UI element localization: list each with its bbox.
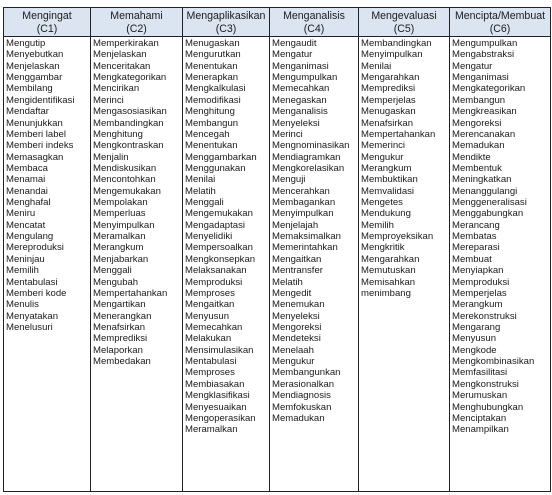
verb-item: Memadukan: [272, 412, 325, 424]
verb-item: Menyusun: [185, 310, 230, 322]
verb-item: Membandingkan: [361, 38, 432, 49]
verb-list-c2: [91, 37, 183, 492]
verb-item: Menulis: [6, 299, 39, 311]
verb-item: Merumuskan: [452, 390, 508, 402]
verb-item: Menjelajah: [272, 219, 319, 231]
verb-item: Menjelaskan: [6, 60, 60, 72]
verb-item: Memprediksi: [361, 83, 416, 95]
verb-item: Membiasakan: [185, 378, 245, 390]
verb-item: Mengarahkan: [361, 253, 420, 265]
verb-item: Memfokuskan: [272, 401, 332, 413]
verb-item: Mengarahkan: [361, 72, 420, 84]
verb-item: Meramalkan: [93, 231, 146, 243]
verb-item: Menganalisis: [272, 106, 328, 118]
column-title: Mengaplikasikan: [186, 10, 266, 22]
verb-item: Mengkategorikan: [452, 83, 526, 95]
column-title: Mencipta/Membuat: [454, 10, 546, 22]
verb-item: Mengkontraskan: [93, 140, 164, 152]
verb-item: Menyusun: [452, 333, 497, 345]
verb-item: Menugaskan: [185, 38, 240, 49]
verb-item: Merencanakan: [452, 128, 516, 140]
verb-item: Mengoreksi: [272, 321, 322, 333]
verb-item: Membangunkan: [272, 367, 341, 379]
verb-item: Mempersoalkan: [185, 242, 253, 254]
verb-item: Mempertahankan: [361, 128, 436, 140]
verb-item: Menyimpulkan: [361, 49, 423, 61]
column-code: (C3): [215, 22, 237, 35]
column-code: (C1): [36, 22, 58, 35]
verb-item: Memfasilitasi: [452, 367, 508, 379]
verb-item: Mendeteksi: [272, 333, 321, 345]
verb-item: Menyiapkan: [452, 265, 504, 277]
verb-item: Memperluas: [93, 208, 146, 220]
verb-item: Mengatur: [452, 60, 493, 72]
verb-item: Membaca: [6, 162, 48, 174]
verb-item: Merangkum: [452, 299, 503, 311]
verb-item: Mengoperasikan: [185, 412, 256, 424]
verb-item: Memproses: [185, 287, 235, 299]
verb-item: Menceritakan: [93, 60, 151, 72]
verb-item: Menjabarkan: [93, 253, 149, 265]
verb-item: Memecahkan: [185, 321, 243, 333]
verb-item: Menelaah: [272, 344, 314, 356]
verb-item: Mengoreksi: [452, 117, 502, 129]
verb-item: Mendukung: [361, 208, 411, 220]
verb-item: Meningkatkan: [452, 174, 512, 186]
verb-item: Mengklasifikasi: [185, 390, 250, 402]
verb-item: Mencatat: [6, 219, 46, 231]
verb-item: Melaporkan: [93, 344, 143, 356]
verb-item: Melatih: [185, 185, 216, 197]
verb-item: Menafsirkan: [93, 321, 145, 333]
verb-item: Menentukan: [185, 140, 238, 152]
verb-item: Merancang: [452, 219, 500, 231]
verb-item: Mengumpulkan: [452, 38, 518, 49]
verb-item: Merangkum: [361, 162, 412, 174]
verb-item: Memadukan: [452, 140, 505, 152]
verb-item: Membilang: [6, 83, 53, 95]
verb-item: Merangkum: [93, 242, 144, 254]
column-header-c3: [183, 8, 270, 37]
verb-item: Menilai: [361, 60, 392, 72]
verb-item: Mentabulasi: [185, 356, 237, 368]
verb-item: Mengaitkan: [185, 299, 235, 311]
verb-item: Mendiskusikan: [93, 162, 157, 174]
verb-item: Mengurutkan: [185, 49, 241, 61]
verb-item: Menggali: [185, 197, 224, 209]
verb-item: Memodifikasi: [185, 94, 241, 106]
verb-item: Mengartikan: [93, 299, 146, 311]
verb-list-c1: [4, 37, 91, 492]
verb-item: Menemukan: [272, 299, 325, 311]
verb-item: Menggeneralisasi: [452, 197, 527, 209]
verb-item: Merekonstruksi: [452, 310, 517, 322]
verb-item: Menafsirkan: [361, 117, 413, 129]
verb-item: Menandai: [6, 185, 48, 197]
verb-item: Menentukan: [185, 60, 238, 72]
verb-item: Mencontohkan: [93, 174, 156, 186]
verb-item: Mengasosiasikan: [93, 106, 167, 118]
verb-item: Mereproduksi: [6, 242, 64, 254]
verb-item: Menyimpulkan: [93, 219, 155, 231]
verb-item: Mengkategorikan: [93, 72, 167, 84]
verb-item: Menilai: [185, 174, 216, 186]
verb-item: Membuktikan: [361, 174, 418, 186]
verb-item: Melakukan: [185, 333, 232, 345]
verb-item: Menggambar: [6, 72, 63, 84]
verb-item: Mengaudit: [272, 38, 317, 49]
verb-item: Mengidentifikasi: [6, 94, 75, 106]
verb-item: Menggambarkan: [185, 151, 257, 163]
verb-item: Memprediksi: [93, 333, 148, 345]
verb-item: Menunjukkan: [6, 117, 63, 129]
verb-item: Menganimasi: [272, 60, 329, 72]
verb-item: Mendikte: [452, 151, 491, 163]
column-title: Menganalisis: [283, 10, 345, 22]
taxonomy-verb-table: [3, 7, 551, 492]
verb-item: Menyimpulkan: [272, 208, 334, 220]
verb-item: Mengnominasikan: [272, 140, 350, 152]
verb-item: Mengaitkan: [272, 253, 322, 265]
verb-list-c5: [359, 37, 450, 492]
verb-item: Melatih: [272, 276, 303, 288]
verb-item: menimbang: [361, 287, 411, 299]
column-header-c6: [450, 8, 551, 37]
verb-item: Memproduksi: [452, 276, 510, 288]
verb-item: Memproyeksikan: [361, 231, 434, 243]
verb-item: Memberi label: [6, 128, 66, 140]
verb-item: Membandingkan: [93, 117, 164, 129]
verb-item: Menerangkan: [93, 310, 152, 322]
verb-item: Merinci: [272, 128, 303, 140]
verb-item: Membangun: [452, 94, 506, 106]
verb-item: Mendiagramkan: [272, 151, 341, 163]
verb-item: Mengkritik: [361, 242, 405, 254]
verb-item: Mengukur: [272, 356, 315, 368]
verb-item: Mengadaptasi: [185, 219, 245, 231]
verb-item: Mengarang: [452, 321, 501, 333]
verb-item: Menjalin: [93, 151, 129, 163]
verb-item: Menguji: [272, 174, 306, 186]
verb-item: Menyeleksi: [272, 117, 320, 129]
verb-item: Memperkirakan: [93, 38, 159, 49]
verb-item: Menelusuri: [6, 321, 53, 333]
verb-item: Menganimasi: [452, 72, 509, 84]
verb-item: Menghafal: [6, 197, 51, 209]
verb-item: Mengabstraksi: [452, 49, 515, 61]
verb-item: Memberi kode: [6, 287, 67, 299]
verb-item: Mengulang: [6, 231, 54, 243]
verb-item: Memerintahkan: [272, 242, 338, 254]
verb-item: Memproduksi: [185, 276, 243, 288]
verb-item: Merinci: [93, 94, 124, 106]
verb-item: Mengkreasikan: [452, 106, 517, 118]
verb-item: Menugaskan: [361, 106, 416, 118]
verb-item: Mensimulasikan: [185, 344, 254, 356]
verb-item: Memperjelas: [452, 287, 507, 299]
verb-item: Meramalkan: [185, 424, 238, 436]
verb-item: Mengutip: [6, 38, 46, 49]
verb-item: Memaksimalkan: [272, 231, 341, 243]
verb-item: Mengetes: [361, 197, 403, 209]
verb-item: Mempertahankan: [93, 287, 168, 299]
verb-item: Menggunakan: [185, 162, 246, 174]
verb-item: Mencerahkan: [272, 185, 330, 197]
verb-item: Meninjau: [6, 253, 45, 265]
verb-item: Menerapkan: [185, 72, 239, 84]
verb-list-c3: [183, 37, 270, 492]
verb-item: Membagankan: [272, 197, 336, 209]
verb-item: Menggali: [93, 265, 132, 277]
column-title: Memahami: [110, 10, 163, 22]
verb-item: Memutuskan: [361, 265, 416, 277]
column-title: Mengingat: [22, 10, 72, 22]
verb-item: Mengedit: [272, 287, 312, 299]
verb-item: Mendiagnosis: [272, 390, 331, 402]
verb-item: Mengkombinasikan: [452, 356, 535, 368]
verb-item: Menghitung: [185, 106, 235, 118]
verb-item: Mengemukakan: [185, 208, 253, 220]
verb-item: Memisahkan: [361, 276, 416, 288]
verb-item: Merasionalkan: [272, 378, 335, 390]
verb-item: Memerinci: [361, 140, 406, 152]
verb-item: Menghitung: [93, 128, 143, 140]
verb-item: Membatas: [452, 231, 497, 243]
verb-item: Mengkode: [452, 344, 497, 356]
verb-item: Menampilkan: [452, 424, 509, 436]
verb-item: Menyelidiki: [185, 231, 233, 243]
verb-item: Menegaskan: [272, 94, 327, 106]
verb-item: Memproses: [185, 367, 235, 379]
verb-item: Mendaftar: [6, 106, 49, 118]
verb-item: Mengumpulkan: [272, 72, 338, 84]
verb-item: Mengkonsepkan: [185, 253, 256, 265]
header-row: [4, 8, 551, 37]
verb-item: Mentabulasi: [6, 276, 58, 288]
verb-item: Menyeleksi: [272, 310, 320, 322]
verb-item: Mengubah: [93, 276, 139, 288]
verb-list-c4: [270, 37, 359, 492]
verb-item: Memilih: [6, 265, 39, 277]
verb-item: Mereparasi: [452, 242, 500, 254]
verb-item: Membedakan: [93, 356, 151, 368]
column-code: (C2): [126, 22, 147, 35]
verb-item: Mengemukakan: [93, 185, 161, 197]
verb-item: Menamai: [6, 174, 46, 186]
verb-item: Mengukur: [361, 151, 404, 163]
verb-item: Mencegah: [185, 128, 230, 140]
verb-item: Membentuk: [452, 162, 502, 174]
column-title: Mengevaluasi: [371, 10, 437, 22]
verb-item: Menggabungkan: [452, 208, 524, 220]
verb-item: Memilih: [361, 219, 394, 231]
verb-item: Memasagkan: [6, 151, 64, 163]
verb-item: Memberi indeks: [6, 140, 74, 152]
verb-item: Menyesuaikan: [185, 401, 247, 413]
verb-row: [4, 37, 551, 492]
verb-item: Mempolakan: [93, 197, 148, 209]
column-header-c4: [270, 8, 359, 37]
verb-item: Memecahkan: [272, 83, 330, 95]
verb-item: Membuat: [452, 253, 492, 265]
verb-item: Memperjelas: [361, 94, 416, 106]
verb-item: Menanggulangi: [452, 185, 518, 197]
column-code: (C4): [303, 22, 325, 35]
verb-item: Menyebutkan: [6, 49, 64, 61]
verb-item: Membangun: [185, 117, 239, 129]
verb-item: Menghubungkan: [452, 401, 524, 413]
verb-item: Melaksanakan: [185, 265, 247, 277]
verb-item: Menyatakan: [6, 310, 59, 322]
verb-item: Menjelaskan: [93, 49, 147, 61]
column-header-c2: [91, 8, 183, 37]
verb-item: Mengatur: [272, 49, 313, 61]
verb-item: Mengkalkulasi: [185, 83, 246, 95]
verb-item: Meniru: [6, 208, 36, 220]
verb-item: Mengkonstruksi: [452, 378, 519, 390]
verb-item: Memvalidasi: [361, 185, 415, 197]
verb-item: Menciptakan: [452, 412, 507, 424]
verb-item: Mencirikan: [93, 83, 140, 95]
column-header-c1: [4, 8, 91, 37]
verb-item: Mengkorelasikan: [272, 162, 345, 174]
verb-list-c6: [450, 37, 551, 492]
column-code: (C6): [489, 22, 511, 35]
column-header-c5: [359, 8, 450, 37]
verb-item: Mentransfer: [272, 265, 323, 277]
column-code: (C5): [393, 22, 415, 35]
